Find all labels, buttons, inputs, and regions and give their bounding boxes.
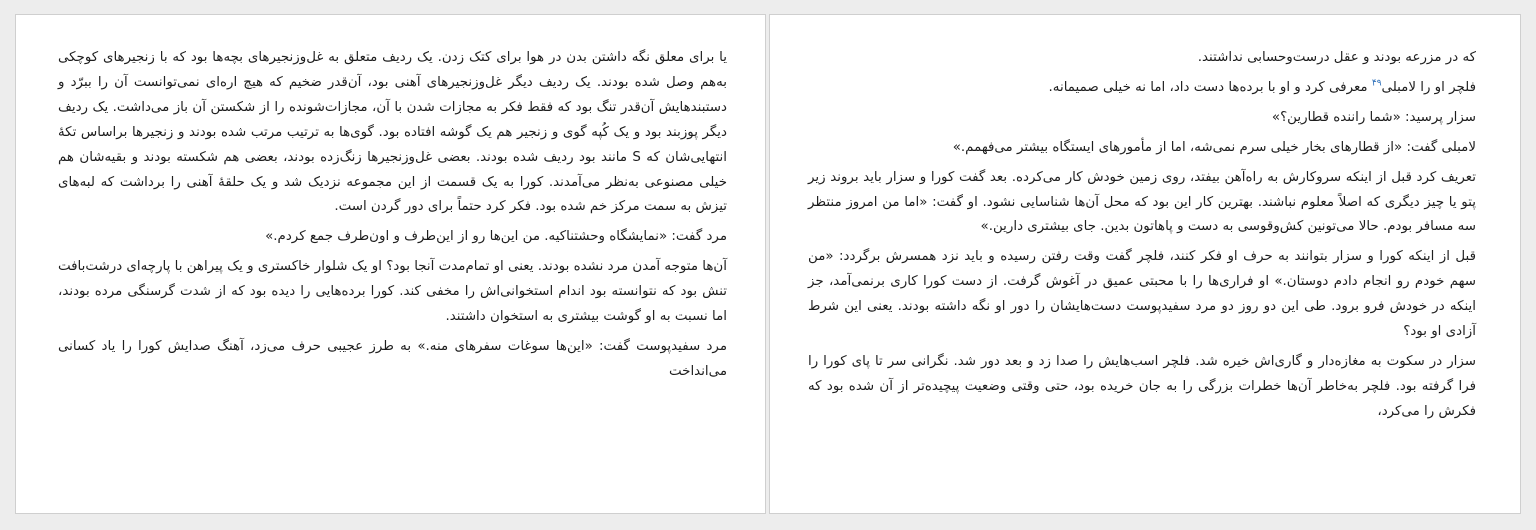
paragraph: قبل از اینکه کورا و سزار بتوانند به حرف او فکر کنند، فلچر گفت وقت رفتن رسیده و باید نزد همسرش برگردد: «من سهم خودم رو انجام دادم دوستان.» او فراری‌ها را با محبتی عمیق در آغوش گرفت. از دست کورا کاری برنمی‌آمد، جز اینکه در خودش فرو برود. طی این دو روز دو مرد سفیدپوست دست‌هایشان را دور او نگه داشته بودند. یعنی این شرط آزادی او بود؟ <box>808 249 1476 340</box>
page-right <box>769 14 1521 514</box>
paragraph: تعریف کرد قبل از اینکه سروکارش به راه‌آهن بیفتد، روی زمین خودش کار می‌کرده. بعد گفت کورا و سزار باید بروند زیر پتو یا چیز دیگری که اصلاً معلوم نباشند. بهترین کار این بود که محل آن‌ها شناسایی نشود. او گفت: «اما من امروز منتظر سه مسافر بودم. حالا می‌تونین کش‌وقوسی به دست و پاهاتون بدین. جای بیشتری دارین.» <box>808 169 1476 235</box>
paragraph: مرد سفیدپوست گفت: «این‌ها سوغات سفرهای منه.» به طرز عجیبی حرف می‌زد، آهنگ صدایش کورا را یاد کسانی می‌انداخت <box>58 338 727 379</box>
page-left-text <box>58 46 727 390</box>
paragraph: مرد گفت: «نمایشگاه وحشتناکیه. من این‌ها رو از این‌طرف و اون‌طرف جمع کردم.» <box>265 229 727 245</box>
footnote-link[interactable]: ۴۹ <box>1371 78 1382 89</box>
paragraph: آن‌ها متوجه آمدن مرد نشده بودند. یعنی او تمام‌مدت آنجا بود؟ او یک شلوار خاکستری و یک پیراهن با پارچه‌ای درشت‌بافت تنش بود که نتوانسته بود اندام استخوانی‌اش را مخفی کند. کورا برده‌هایی را دیده بود که از شدت گرسنگی مرده بودند، اما نسبت به او گوشت بیشتری به استخوان داشتند. <box>58 259 727 325</box>
paragraph-text: فلچر او را لامبلی$^{۴۹}$ معرفی کرد و او با برده‌ها دست داد، اما نه خیلی صمیمانه. <box>1048 78 1476 95</box>
page-left <box>15 14 766 514</box>
page-right-text <box>808 46 1476 430</box>
paragraph-with-footnote <box>808 76 1476 101</box>
paragraph: سزار در سکوت به مغازه‌دار و گاری‌اش خیره شد. فلچر اسب‌هایش را صدا زد و بعد دور شد. نگرانی سر تا پای کورا را فرا گرفته بود. فلچر به‌خاطر آن‌ها خطرات بزرگی را به جان خریده بود، حتی وقتی وضعیت پیچیده‌تر از آن شده بود که فکرش را می‌کرد، <box>808 353 1476 419</box>
paragraph: سزار پرسید: «شما راننده قطارین؟» <box>1271 109 1476 125</box>
paragraph: که در مزرعه بودند و عقل درست‌وحسابی نداشتند. <box>1197 50 1476 65</box>
paragraph: یا برای معلق نگه داشتن بدن در هوا برای کتک زدن. یک ردیف متعلق به غل‌وزنجیرهای بچه‌ها بود که با زنجیرهای کوچکی به‌هم وصل شده بودند. یک ردیف دیگر غل‌وزنجیرهای آهنی بود، آن‌قدر ضخیم که هیچ اره‌ای نمی‌توانست آن را ببرّد و دستبندهایش آن‌قدر تنگ بود که فقط فکر به مجازات شدن با آن، مجازات‌شونده را از شکستن آن باز می‌داشت. یک ردیف دیگر پوزبند بود و یک کُپه گوی و زنجیر هم یک گوشه افتاده بود. گوی‌ها به ترتیب مرتب شده بودند و زنجیرها براساس تکهٔ انتهایی‌شان که S مانند بود ردیف شده بودند. بعضی غل‌وزنجیرها زنگ‌زده بودند، بعضی هم شکسته بودند و بقیه‌شان هم خیلی مصنوعی به‌نظر می‌آمدند. کورا به یک قسمت از این مجموعه نزدیک شد و یک حلقهٔ آهنی را برداشت که لبه‌های تیزش به سمت مرکز خم شده بود. فکر کرد حتماً برای دور گردن است. <box>58 50 727 215</box>
paragraph: لامبلی گفت: «از قطارهای بخار خیلی سرم نمی‌شه، اما از مأمورهای ایستگاه بیشتر می‌فهمم.» <box>952 139 1476 155</box>
